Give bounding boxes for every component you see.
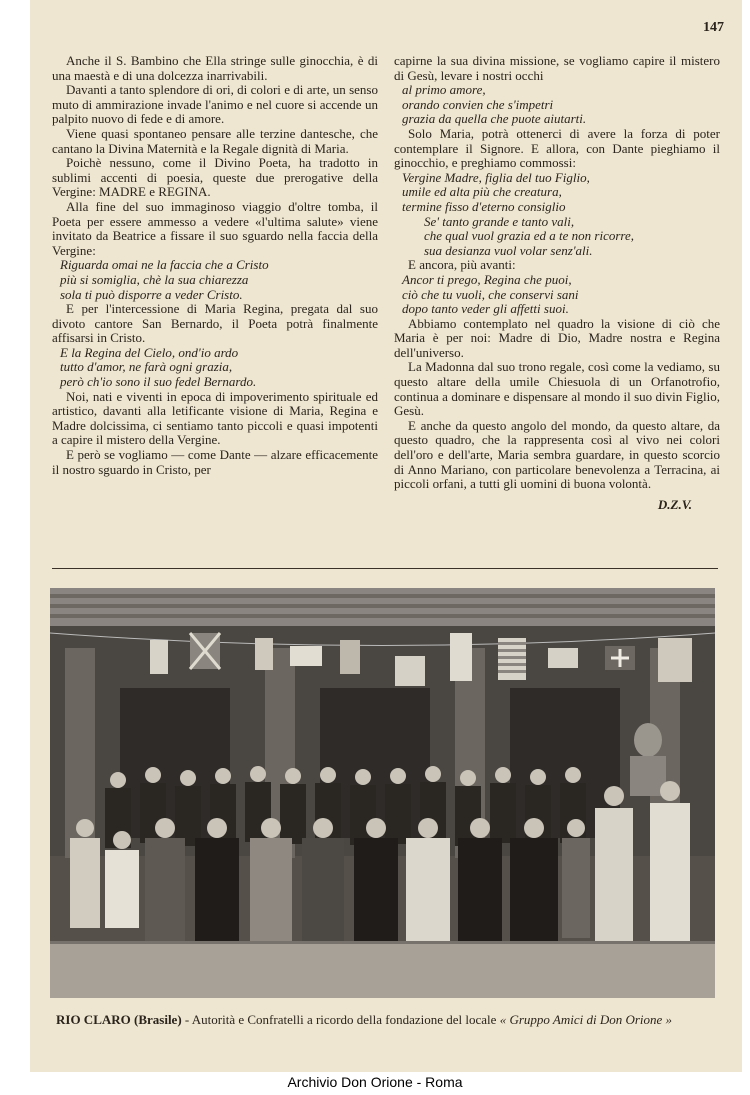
article-paragraph: Davanti a tanto splendore di ori, di colori e di arte, un senso muto di ammirazione invade l'animo e nel cuore si accende un palpito nuovo di fede e di amore. (52, 82, 378, 127)
article-paragraph: E anche da questo angolo del mondo, da questo altare, da questo quadro, che la rappresenta così al vivo nei colori dell'oro e dell'arte, Maria sembra guardare, in questo scorcio di Anno Mariano, con particolare benevolenza a Terracina, ai piccoli orfani, a tutti gli uomini di buona volontà. (394, 417, 720, 492)
verse-line: dopo tanto veder gli affetti suoi. (402, 301, 569, 317)
caption-group-name: « Gruppo Amici di Don Orione » (499, 1012, 673, 1027)
article-paragraph: Anche il S. Bambino che Ella stringe sulle ginocchia, è di una maestà e di una dolcezza inarrivabili. (52, 53, 378, 83)
page-number: 147 (703, 20, 724, 35)
article-paragraph: E per l'intercessione di Maria Regina, pregata dal suo divoto cantore San Bernardo, il Poeta potrà finalmente affisarsi in Cristo. (52, 301, 378, 346)
verse-line: tutto d'amor, ne farà ogni grazia, (60, 359, 233, 375)
verse-line: grazia da quella che puote aiutarti. (402, 111, 587, 127)
verse-line: sola ti può disporre a veder Cristo. (60, 286, 243, 302)
verse-block (394, 83, 720, 127)
verse-line: orando convien che s'impetri (402, 96, 554, 112)
article-paragraph: Viene quasi spontaneo pensare alle terzine dantesche, che cantano la Divina Maternità e la Regale dignità di Maria. (52, 125, 378, 156)
verse-line: al primo amore, (402, 82, 486, 98)
verse-line: Ancor ti prego, Regina che puoi, (402, 271, 572, 287)
group-photo-illustration (50, 588, 715, 998)
author-signature: D.Z.V. (657, 496, 692, 512)
verse-line: che qual vuol grazia ed a te non ricorre, (424, 228, 635, 244)
verse-line: Se' tanto grande e tanto vali, (424, 213, 575, 229)
article-column-left (52, 54, 378, 477)
verse-line: umile ed alta più che creatura, (402, 184, 562, 200)
verse-block (52, 346, 378, 390)
verse-line: Vergine Madre, figlia del tuo Figlio, (402, 169, 590, 185)
verse-block (52, 258, 378, 302)
scanned-page (30, 0, 742, 1072)
article-paragraph: La Madonna dal suo trono regale, così come la vediamo, su questo altare della umile Chiesuola di un Orfanotrofio, continua a dominare e dispensare al mondo il suo divin Figlio, Gesù. (394, 359, 720, 419)
article-paragraph: E ancora, più avanti: (408, 257, 516, 273)
article-paragraph: Noi, nati e viventi in epoca di impoverimento spirituale ed artistico, davanti alla letificante visione di Maria, Regina e Madre dolcissima, ci sentiamo tanto piccoli e quasi impotenti a capire il mistero della Vergine. (52, 388, 378, 448)
caption-place: RIO CLARO (Brasile) (56, 1012, 182, 1027)
verse-line: termine fisso d'eterno consiglio (402, 198, 566, 214)
verse-block (394, 171, 720, 259)
verse-line: Riguarda omai ne la faccia che a Cristo (60, 257, 269, 273)
caption-text: - Autorità e Confratelli a ricordo della fondazione del locale (181, 1012, 500, 1027)
article-paragraph: E però se vogliamo — come Dante — alzare efficacemente il nostro sguardo in Cristo, per (52, 447, 378, 477)
verse-line: sua desianza vuol volar senz'ali. (424, 242, 593, 258)
archive-footer: Archivio Don Orione - Roma (287, 1074, 463, 1090)
verse-block (394, 273, 720, 317)
article-column-right (394, 54, 720, 512)
photo-caption (56, 1012, 716, 1028)
article-paragraph: capirne la sua divina missione, se vogliamo capire il mistero di Gesù, levare i nostri occhi (394, 53, 720, 83)
verse-line: ciò che tu vuoli, che conservi sani (402, 286, 579, 302)
article-paragraph: Alla fine del suo immaginoso viaggio d'oltre tomba, il Poeta per essere ammesso a vedere «l'ultima salute» viene invitato da Beatrice a fissare il suo sguardo nella faccia della Vergine: (52, 198, 378, 258)
verse-line: E la Regina del Cielo, ond'io ardo (60, 344, 239, 360)
verse-line: più si somiglia, chè la sua chiarezza (60, 271, 249, 287)
section-divider (52, 568, 718, 569)
article-paragraph: Poichè nessuno, come il Divino Poeta, ha tradotto in sublimi accenti di poesia, queste due prerogative della Vergine: MADRE e REGINA. (52, 155, 378, 200)
article-paragraph: Solo Maria, potrà ottenerci di avere la forza di poter contemplare il Signore. E allora, con Dante pieghiamo il ginocchio, e preghiamo commossi: (394, 125, 720, 171)
verse-line: però ch'io sono il suo fedel Bernardo. (60, 374, 257, 390)
article-paragraph: Abbiamo contemplato nel quadro la visione di ciò che Maria è per noi: Madre di Dio, Madre nostra e Regina dell'universo. (394, 315, 720, 360)
group-photo (50, 588, 715, 998)
